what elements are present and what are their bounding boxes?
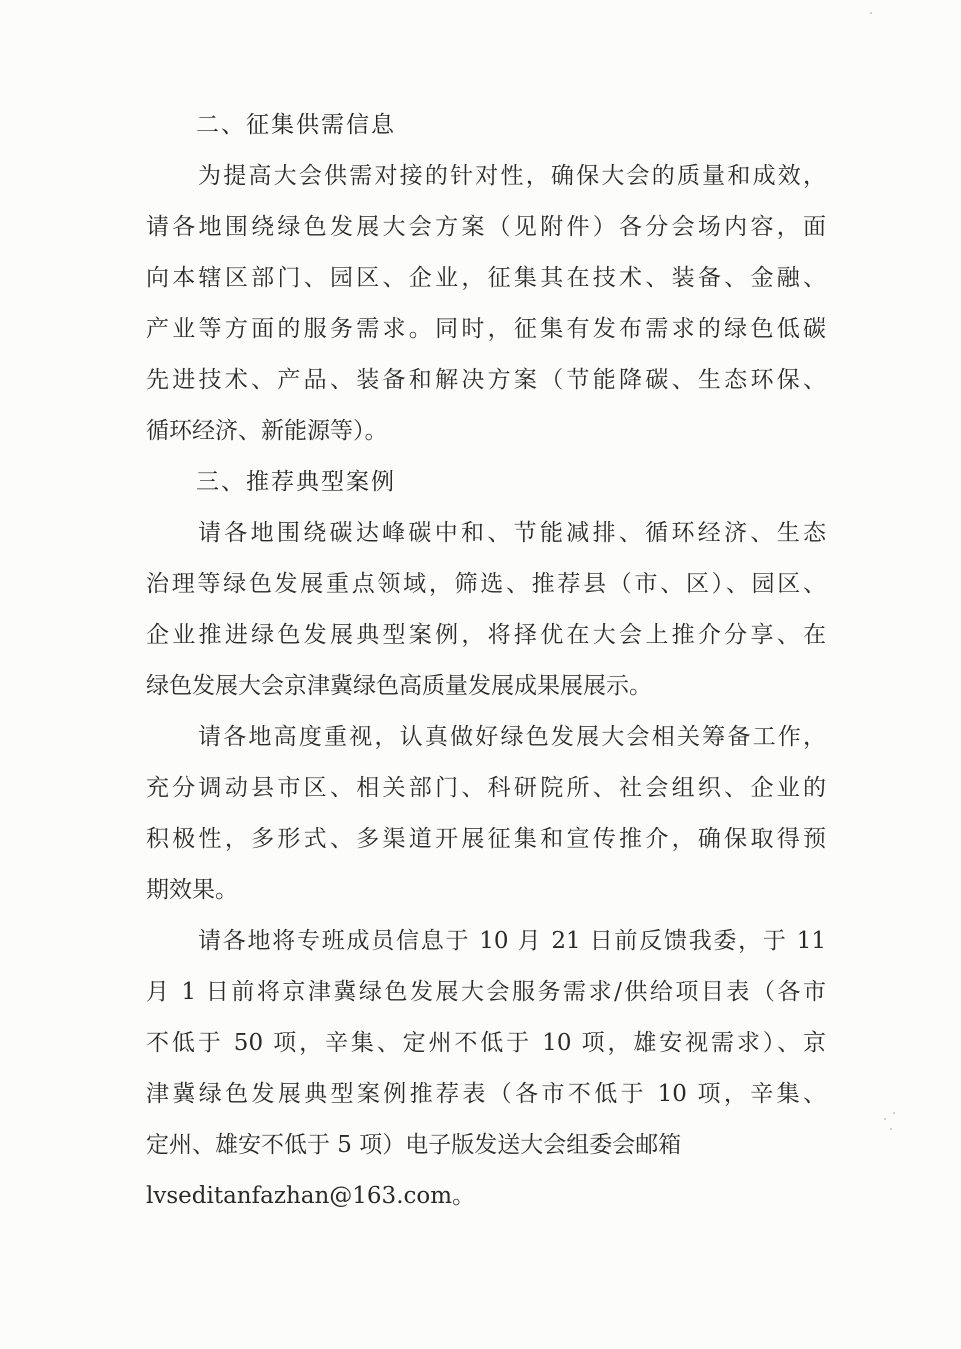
- paragraph-line: 循环经济、新能源等）。: [146, 418, 388, 444]
- scan-speck: [884, 1118, 886, 1120]
- scan-speck: [893, 1112, 895, 1114]
- paragraph-line: 请各地围绕碳达峰碳中和、节能减排、循环经济、生态: [198, 520, 826, 546]
- paragraph-line: 期效果。: [146, 877, 238, 903]
- paragraph-line: 向本辖区部门、园区、企业，征集其在技术、装备、金融、: [146, 265, 826, 291]
- paragraph-line: 积极性，多形式、多渠道开展征集和宣传推介，确保取得预: [146, 826, 826, 852]
- document-body: [146, 100, 826, 1222]
- paragraph-line: 充分调动县市区、相关部门、科研院所、社会组织、企业的: [146, 775, 826, 801]
- paragraph-line: 定州、雄安不低于 5 项）电子版发送大会组委会邮箱: [146, 1132, 682, 1158]
- paragraph-line: 月 1 日前将京津冀绿色发展大会服务需求/供给项目表（各市: [146, 979, 826, 1005]
- paragraph-line: 治理等绿色发展重点领域，筛选、推荐县（市、区）、园区、: [146, 571, 826, 597]
- paragraph-line: 不低于 50 项，辛集、定州不低于 10 项，雄安视需求）、京: [146, 1030, 826, 1056]
- paragraph-line: 请各地围绕绿色发展大会方案（见附件）各分会场内容，面: [146, 214, 826, 240]
- paragraph-line: 企业推进绿色发展典型案例，将择优在大会上推介分享、在: [146, 622, 826, 648]
- email-address-line: lvseditanfazhan@163.com。: [146, 1183, 476, 1209]
- deadline-paragraph: [146, 916, 826, 1222]
- paragraph-line: 请各地高度重视，认真做好绿色发展大会相关筹备工作，: [198, 724, 826, 750]
- scan-speck: [890, 1128, 892, 1130]
- section-2-heading: 二、征集供需信息: [196, 112, 396, 138]
- scan-speck: [870, 12, 872, 14]
- section-2-paragraph: [146, 151, 826, 457]
- paragraph-line: 产业等方面的服务需求。同时，征集有发布需求的绿色低碳: [146, 316, 826, 342]
- paragraph-line: 请各地将专班成员信息于 10 月 21 日前反馈我委，于 11: [198, 928, 826, 954]
- section-3-paragraph: [146, 508, 826, 712]
- paragraph-line: 绿色发展大会京津冀绿色高质量发展成果展展示。: [146, 673, 652, 699]
- requirements-paragraph: [146, 712, 826, 916]
- paragraph-line: 先进技术、产品、装备和解决方案（节能降碳、生态环保、: [146, 367, 826, 393]
- section-3-heading: 三、推荐典型案例: [196, 469, 396, 495]
- paragraph-line: 津冀绿色发展典型案例推荐表（各市不低于 10 项，辛集、: [146, 1081, 826, 1107]
- paragraph-line: 为提高大会供需对接的针对性，确保大会的质量和成效，: [198, 163, 826, 189]
